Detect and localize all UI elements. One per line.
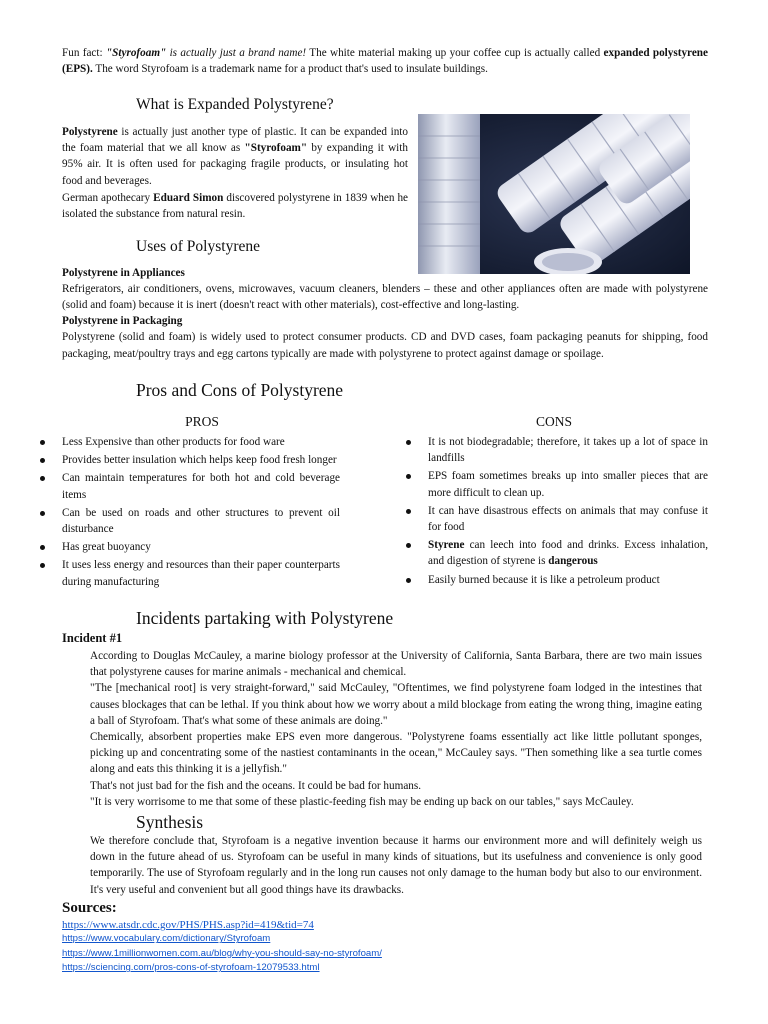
incident-paragraph: "It is very worrisome to me that some of these plastic-feeding fish may be ending up back on our tables," says McCauley. bbox=[90, 795, 634, 808]
fun-fact-text-1: The white material making up your coffee cup is actually called bbox=[306, 47, 604, 59]
source-link[interactable]: https://www.vocabulary.com/dictionary/Styrofoam bbox=[62, 933, 271, 945]
bullet-icon bbox=[40, 458, 45, 463]
pros-item: Less Expensive than other products for food ware bbox=[40, 434, 340, 450]
eps-p2-name: Eduard Simon bbox=[153, 192, 224, 204]
bullet-icon bbox=[40, 545, 45, 550]
bullet-icon bbox=[406, 474, 411, 479]
packaging-paragraph: Polystyrene (solid and foam) is widely used to protect consumer products. CD and DVD cases, foam packaging peanuts for shipping, food packaging, meat/poultry trays and egg cartons typically are made with polystyrene to protect against damage or spoilage. bbox=[62, 331, 708, 360]
eps-text-2: by expanding it with 95% air. It is often used for packaging fragile products, or insulating hot food and beverages. bbox=[62, 142, 408, 187]
styrofoam-cups-photo bbox=[418, 114, 690, 274]
incident-label: Incident #1 bbox=[62, 631, 123, 645]
fun-fact-text-2: The word Styrofoam is a trademark name for a product that's used to insulate buildings. bbox=[92, 63, 488, 76]
fun-fact-paragraph bbox=[62, 45, 708, 77]
sources-list bbox=[62, 918, 708, 976]
cons-item: It can have disastrous effects on animals that may confuse it for food bbox=[406, 503, 708, 535]
appliances-paragraph: Refrigerators, air conditioners, ovens, microwaves, vacuum cleaners, blenders – these and other appliances often are made with polystyrene (solid and foam) because it is inert (doesn't react with other materials), cost-effective and long-lasting. bbox=[62, 283, 708, 312]
styrofoam-cups-illustration bbox=[418, 114, 690, 274]
sources-heading: Sources: bbox=[62, 900, 117, 916]
eps-quote: "Styrofoam" bbox=[244, 142, 308, 155]
uses-section bbox=[62, 265, 708, 362]
pros-item: Can be used on roads and other structures to prevent oil disturbance bbox=[40, 505, 340, 537]
bullet-icon bbox=[406, 578, 411, 583]
cons-item: EPS foam sometimes breaks up into smaller pieces that are more difficult to clean up. bbox=[406, 468, 708, 500]
eps-heading: What is Expanded Polystyrene? bbox=[136, 96, 334, 113]
pros-item: Provides better insulation which helps keep food fresh longer bbox=[40, 452, 340, 468]
pros-item: Can maintain temperatures for both hot and cold beverage items bbox=[40, 470, 340, 502]
eps-text-1: is actually just another type of plastic. It can be expanded into the foam material that we all know as bbox=[62, 126, 408, 155]
cons-item: Styrene can leech into food and drinks. Excess inhalation, and digestion of styrene is dangerous bbox=[406, 537, 708, 569]
incident-body bbox=[90, 648, 702, 810]
incident-paragraph: That's not just bad for the fish and the oceans. It could be bad for humans. bbox=[90, 779, 422, 792]
bullet-icon bbox=[406, 509, 411, 514]
proscons-heading: Pros and Cons of Polystyrene bbox=[136, 380, 344, 400]
bullet-icon bbox=[40, 563, 45, 568]
incident-paragraph: According to Douglas McCauley, a marine biology professor at the University of California, Santa Barbara, there are two main issues that polystyrene causes for marine animals - mechanical and chemical. bbox=[90, 650, 702, 679]
fun-fact-lead: Fun fact: bbox=[62, 47, 106, 59]
synthesis-paragraph: We therefore conclude that, Styrofoam is a negative invention because it harms our environment more and will definitely weigh us down in the future ahead of us. Styrofoam can be useful in many kinds of situations, but its usefulness and convenience is only good temporarily. The use of Styrofoam regularly and in the long run causes not only damage to the human body but also to our environment. It's very useful and convenient but all good things have its drawbacks. bbox=[90, 835, 702, 896]
bullet-icon bbox=[406, 440, 411, 445]
incident-paragraph: Chemically, absorbent properties make EPS even more dangerous. "Polystyrene foams essentially act like little pollutant sponges, picking up and concentrating some of the nastiest contaminants in the ocean," McCauley says. "Then something like a sea turtle comes along and eats this thinking it is a jellyfish." bbox=[90, 731, 702, 776]
bullet-icon bbox=[40, 440, 45, 445]
eps-term: Polystyrene bbox=[62, 126, 118, 138]
cons-item: It is not biodegradable; therefore, it takes up a lot of space in landfills bbox=[406, 434, 708, 466]
incident-paragraph: "The [mechanical root] is very straight-forward," said McCauley, "Oftentimes, we find polystyrene foam lodged in the intestines that causes blockages that can be lethal. If you think about how we worry about a mild blockage from eating the wrong thing, imagine eating a ball of Styrofoam. That's what some of these animals are doing." bbox=[90, 682, 702, 727]
fun-fact-bold-term: expanded polystyrene (EPS). bbox=[62, 47, 708, 76]
fun-fact-quote: "Styrofoam" bbox=[105, 47, 167, 59]
bullet-icon bbox=[40, 511, 45, 516]
appliances-subheading: Polystyrene in Appliances bbox=[62, 267, 185, 279]
pros-item: Has great buoyancy bbox=[40, 539, 340, 555]
fun-fact-italic: is actually just a brand name! bbox=[166, 47, 307, 59]
cons-item: Easily burned because it is like a petroleum product bbox=[406, 572, 708, 588]
uses-heading: Uses of Polystyrene bbox=[136, 238, 260, 255]
source-link[interactable]: https://www.atsdr.cdc.gov/PHS/PHS.asp?id=419&tid=74 bbox=[62, 919, 314, 931]
source-link[interactable]: https://www.1millionwomen.com.au/blog/why-you-should-say-no-styrofoam/ bbox=[62, 947, 382, 959]
eps-p2-text-1: German apothecary bbox=[62, 192, 154, 204]
pros-list bbox=[40, 434, 340, 592]
incidents-heading: Incidents partaking with Polystyrene bbox=[136, 608, 394, 628]
cons-list bbox=[406, 434, 708, 590]
packaging-subheading: Polystyrene in Packaging bbox=[62, 315, 183, 328]
bullet-icon bbox=[406, 543, 411, 548]
cons-heading: CONS bbox=[535, 414, 572, 429]
bullet-icon bbox=[40, 476, 45, 481]
synthesis-heading: Synthesis bbox=[136, 812, 204, 832]
styrene-term: Styrene bbox=[428, 539, 465, 552]
source-link[interactable]: https://sciencing.com/pros-cons-of-styrofoam-12079533.html bbox=[62, 962, 320, 974]
eps-paragraph-1 bbox=[62, 124, 408, 189]
pros-item: It uses less energy and resources than their paper counterparts during manufacturing bbox=[40, 557, 340, 589]
eps-p2-text-2: discovered polystyrene in 1839 when he isolated the substance from natural resin. bbox=[62, 192, 409, 221]
eps-paragraph-2 bbox=[62, 190, 408, 222]
dangerous-term: dangerous bbox=[548, 555, 598, 568]
pros-heading: PROS bbox=[185, 414, 219, 429]
